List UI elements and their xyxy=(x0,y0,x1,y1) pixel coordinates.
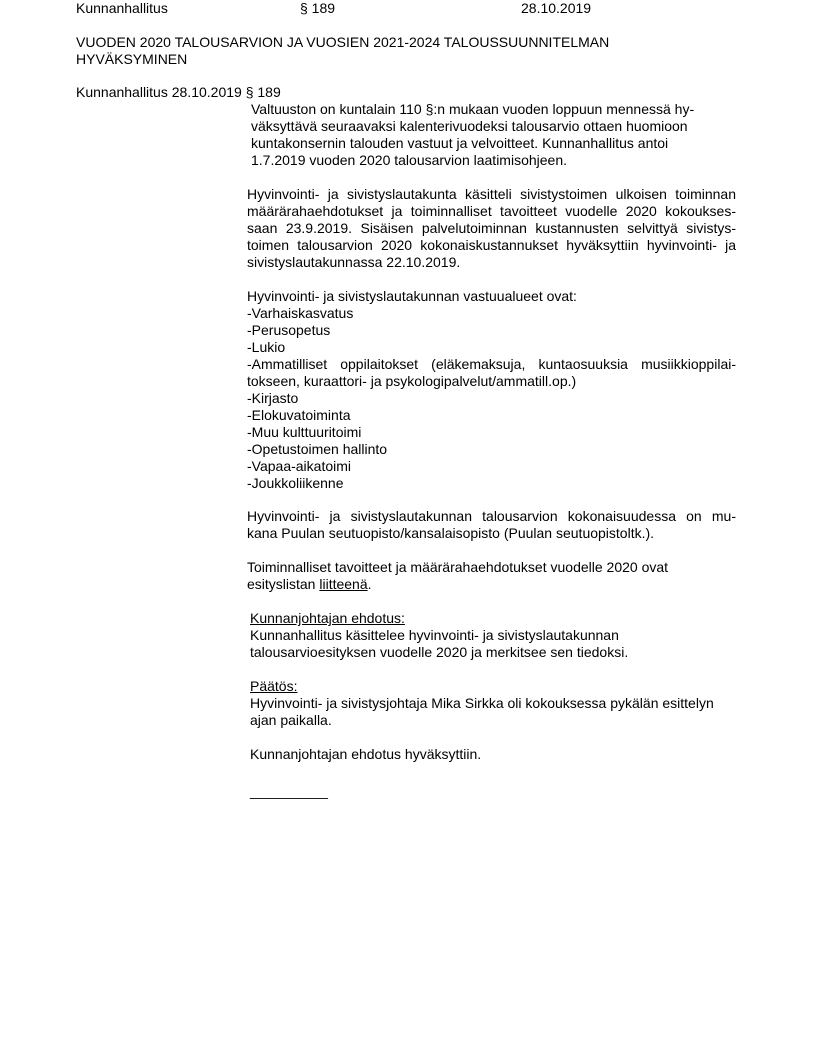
title-line: VUODEN 2020 TALOUSARVION JA VUOSIEN 2021-2024 TALOUSSUUNNITELMAN xyxy=(76,34,610,50)
list-item: -Elokuvatoiminta xyxy=(247,407,351,423)
paragraph-line: Valtuuston on kuntalain 110 §:n mukaan vuoden loppuun mennessä hy- xyxy=(251,101,695,117)
paragraph-line: kana Puulan seutuopisto/kansalaisopisto (Puulan seutuopistoltk.). xyxy=(247,525,655,541)
approval-statement: Kunnanjohtajan ehdotus hyväksyttiin. xyxy=(250,746,482,762)
paragraph-line: Hyvinvointi- ja sivistyslautakunnan talousarvion kokonaisuudessa on mu- xyxy=(247,508,736,524)
paragraph-line: kuntakonsernin talouden vastuut ja velvoitteet. Kunnanhallitus antoi xyxy=(251,135,669,151)
committee-handling-paragraph xyxy=(247,186,736,271)
paragraph-line: Hyvinvointi- ja sivistyslautakunta käsitteli sivistystoimen ulkoisen toiminnan xyxy=(247,186,736,202)
list-item: -Opetustoimen hallinto xyxy=(247,441,388,457)
header-organ: Kunnanhallitus xyxy=(76,0,168,16)
paragraph-line: sivistyslautakunnassa 22.10.2019. xyxy=(247,254,461,270)
document-title xyxy=(76,34,756,68)
list-item: tokseen, kuraattori- ja psykologipalvelut/ammatill.op.) xyxy=(247,373,577,389)
list-item: -Perusopetus xyxy=(247,322,331,338)
meeting-reference: Kunnanhallitus 28.10.2019 § 189 xyxy=(76,84,281,100)
goals-prefix: esityslistan xyxy=(247,576,320,592)
proposal-heading: Kunnanjohtajan ehdotus: xyxy=(250,610,405,626)
list-item: -Muu kulttuuritoimi xyxy=(247,424,362,440)
paragraph-line xyxy=(247,576,736,593)
goals-paragraph xyxy=(247,559,736,593)
list-item: -Lukio xyxy=(247,339,286,355)
proposal-section xyxy=(250,610,739,661)
paragraph-line: Kunnanhallitus käsittelee hyvinvointi- ja sivistyslautakunnan xyxy=(250,627,619,643)
decision-section xyxy=(250,678,739,729)
areas-heading: Hyvinvointi- ja sivistyslautakunnan vastuualueet ovat: xyxy=(247,288,577,304)
list-item: -Joukkoliikenne xyxy=(247,475,344,491)
responsibility-areas xyxy=(247,288,736,492)
paragraph-line: ajan paikalla. xyxy=(250,712,332,728)
paragraph-line: saan 23.9.2019. Sisäisen palvelutoiminnan kustannusten selvittyä sivistys- xyxy=(247,220,736,236)
paragraph-line: toimen talousarvion 2020 kokonaiskustannukset hyväksyttiin hyvinvointi- ja xyxy=(247,237,736,253)
signature-line: __________ xyxy=(250,783,328,799)
paragraph-line: väksyttävä seuraavaksi kalenterivuodeksi talousarvio ottaen huomioon xyxy=(251,118,688,134)
list-item: -Vapaa-aikatoimi xyxy=(247,458,352,474)
goals-suffix: . xyxy=(367,576,372,592)
intro-paragraph xyxy=(251,101,740,169)
paragraph-line: Hyvinvointi- ja sivistysjohtaja Mika Sirkka oli kokouksessa pykälän esittelyn xyxy=(250,695,714,711)
title-line: HYVÄKSYMINEN xyxy=(76,51,188,67)
list-item: -Ammatilliset oppilaitokset (eläkemaksuja, kuntaosuuksia musiikkioppilai- xyxy=(247,356,736,372)
decision-heading: Päätös: xyxy=(250,678,298,694)
paragraph-line: talousarvioesityksen vuodelle 2020 ja merkitsee sen tiedoksi. xyxy=(250,644,629,660)
list-item: -Kirjasto xyxy=(247,390,299,406)
paragraph-line: Toiminnalliset tavoitteet ja määrärahaehdotukset vuodelle 2020 ovat xyxy=(247,559,669,575)
attachment-link[interactable]: liitteenä xyxy=(319,576,368,592)
budget-scope-paragraph xyxy=(247,508,736,542)
list-item: -Varhaiskasvatus xyxy=(247,305,354,321)
paragraph-line: 1.7.2019 vuoden 2020 talousarvion laatimisohjeen. xyxy=(251,152,568,168)
paragraph-line: määrärahaehdotukset ja toiminnalliset tavoitteet vuodelle 2020 kokoukses- xyxy=(247,203,736,219)
header-date: 28.10.2019 xyxy=(521,0,592,16)
header-section: § 189 xyxy=(300,0,336,16)
